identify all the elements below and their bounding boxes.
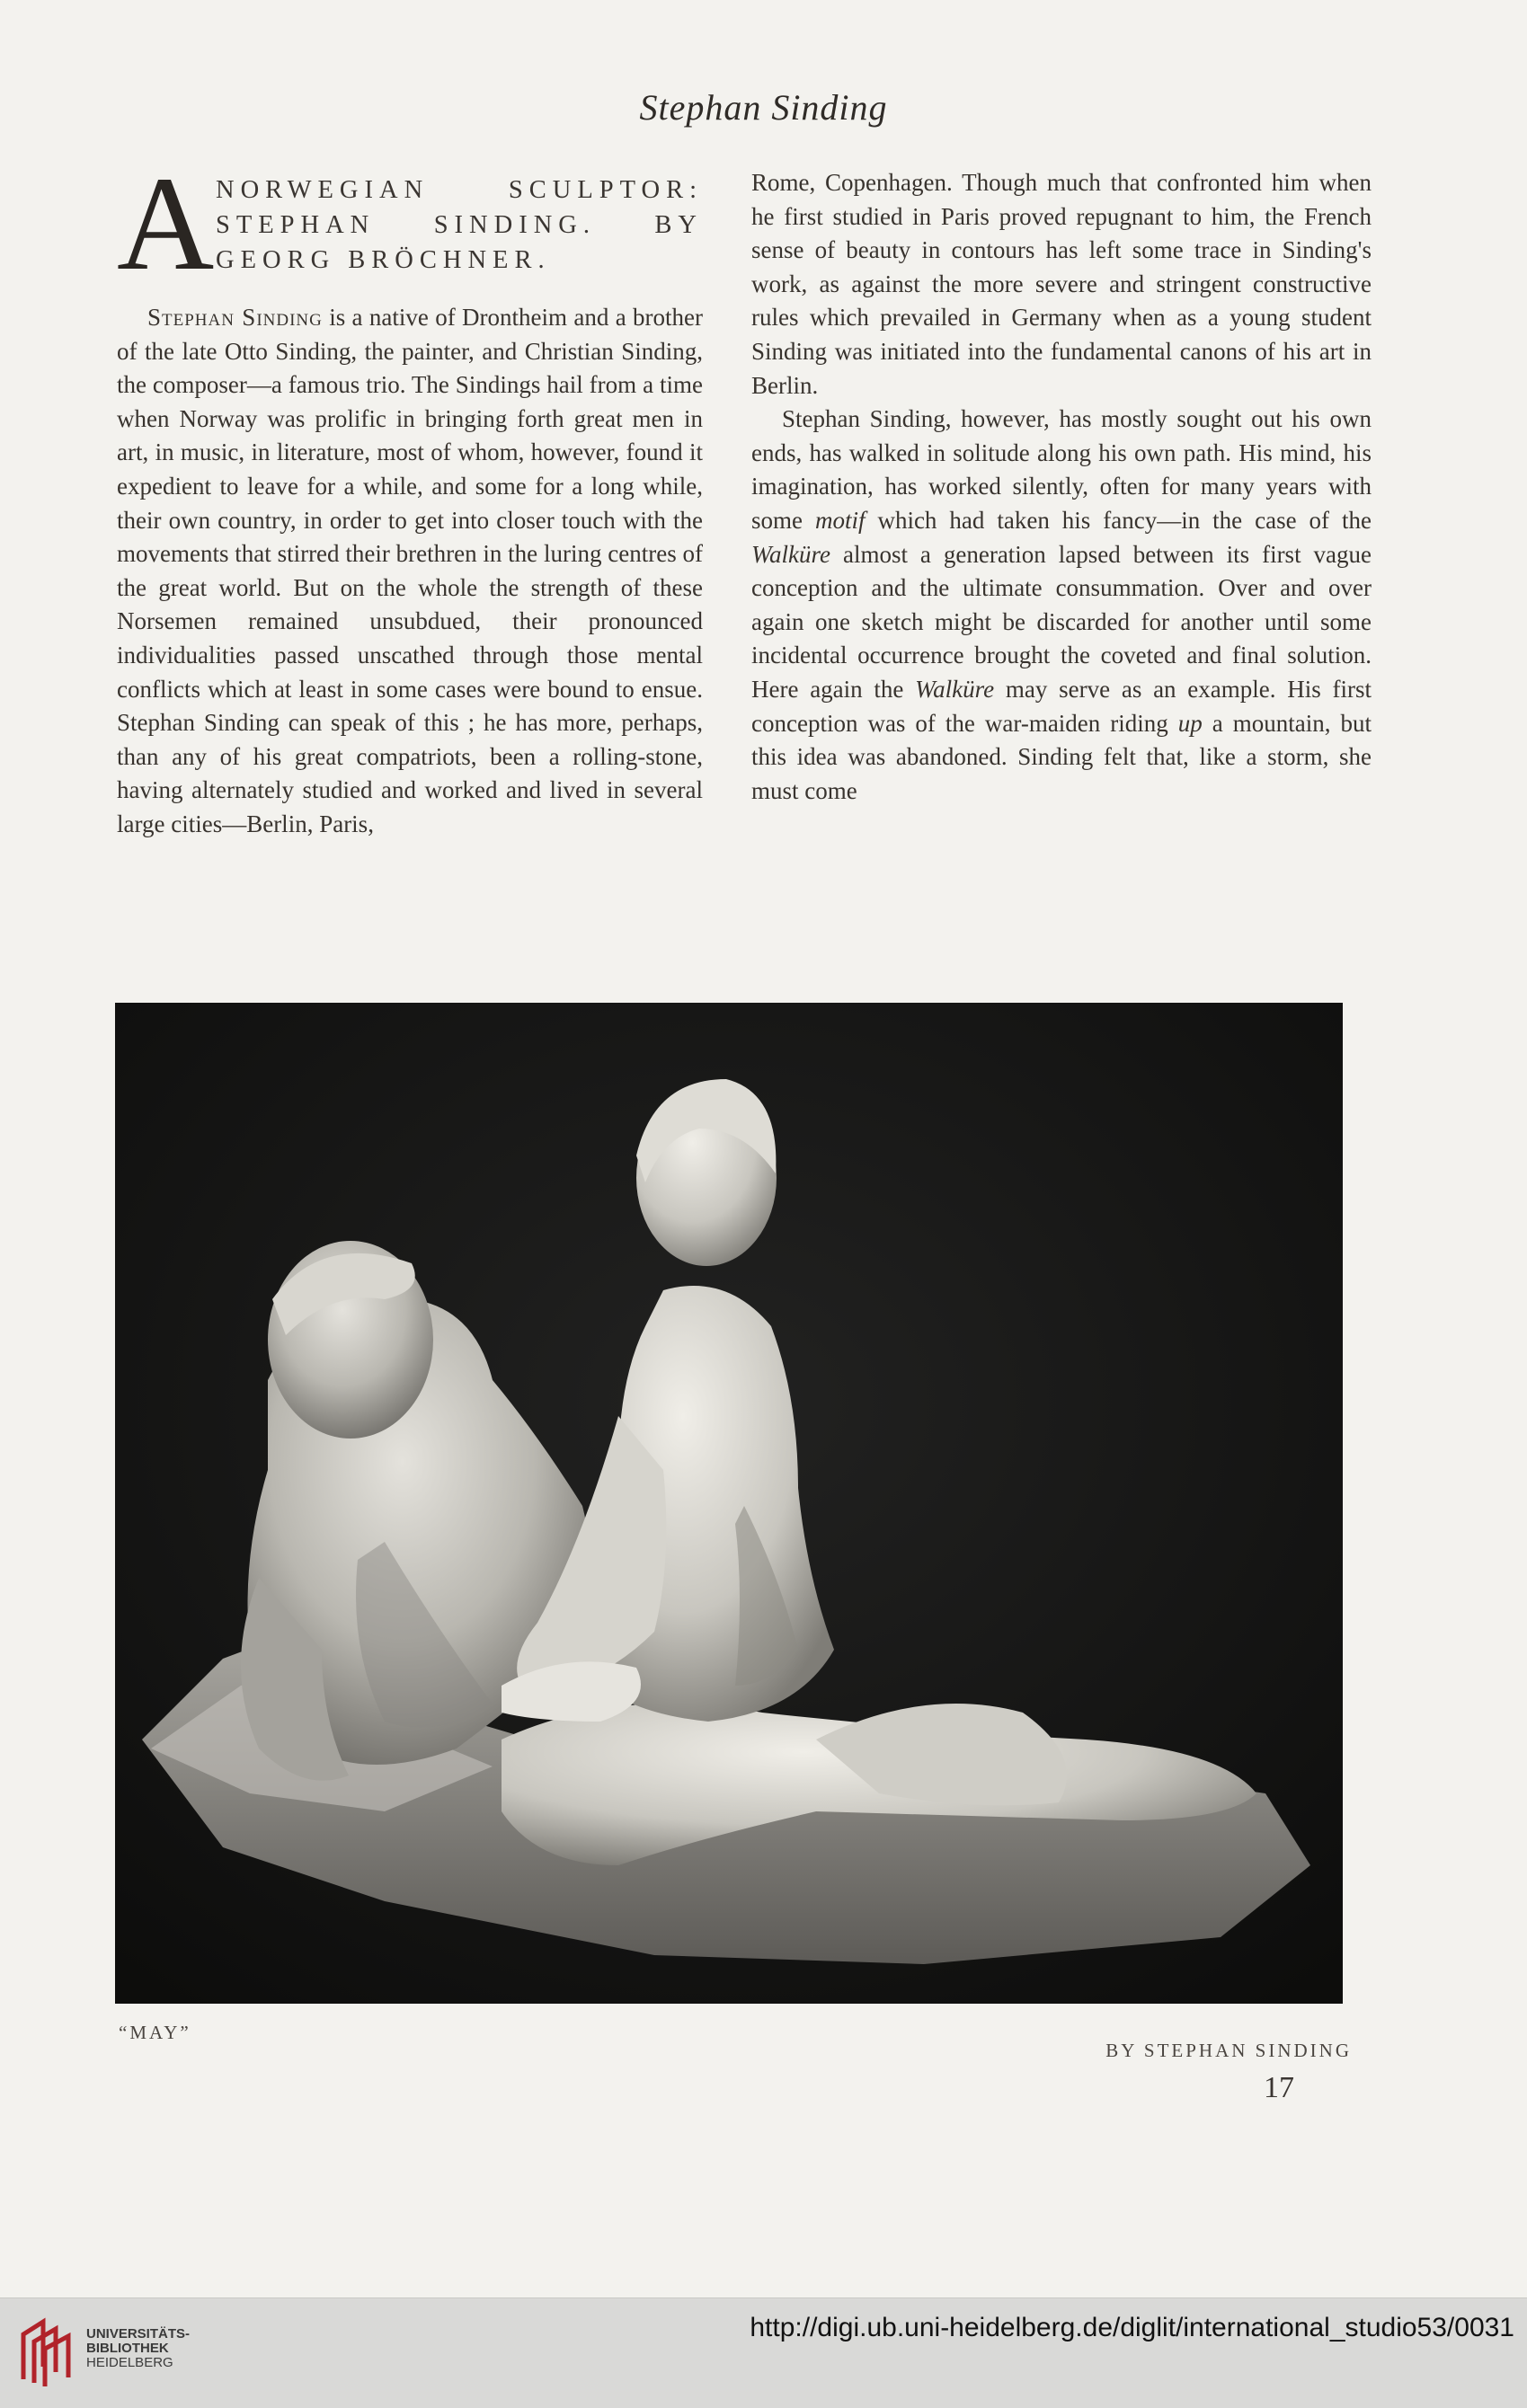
italic-run: up: [1177, 709, 1203, 737]
library-logo-icon: [16, 2316, 79, 2388]
italic-run: Walküre: [751, 540, 830, 568]
text-run: which had taken his fancy—in the case of the: [865, 506, 1372, 534]
paragraph: Rome, Copenhagen. Though much that confronted him when he first studied in Paris proved repugnant to him, the French sense of beauty in contours has left some trace in Sinding's work, as against the more severe and stringent constructive rules which prevailed in Germany when as a young student Sinding was initiated into the fundamental canons of his art in Berlin.: [751, 169, 1372, 399]
text-run: almost a generation lapsed between its first vague conception and the ultimate consummation. Over and over again one sketch might be discarded for another until some incidental occurrence brought the coveted and final solution. Here again the: [751, 540, 1372, 703]
text-run: Stephan Sinding, however, has mostly sought out his own ends, has walked in solitude along his own path. His mind, his imagination, has worked silently, often for many years with some: [751, 405, 1372, 534]
headline-line-1: NORWEGIAN SCULPTOR:: [216, 176, 703, 204]
sculpture-photograph: [115, 1003, 1343, 2004]
figure-caption-title: “MAY”: [119, 2022, 191, 2043]
article-headline: [117, 149, 703, 298]
paragraph: [751, 403, 1372, 808]
sculpture-illustration: [115, 1003, 1343, 2004]
running-head: Stephan Sinding: [639, 87, 888, 128]
headline-line-3: GEORG BRÖCHNER.: [216, 246, 551, 274]
italic-run: Walküre: [915, 675, 995, 703]
italic-run: motif: [814, 506, 866, 534]
paragraph-text: is a native of Drontheim and a brother of the late Otto Sinding, the painter, and Christian Sinding, the composer—a famous trio. The Sindings hail from a time when Norway was prolific in bringing forth great men in art, in music, in literature, most of whom, however, found it expedient to leave for a while, and some for a long while, their own country, in order to get into closer touch with the movements that stirred their brethren in the luring centres of the great world. But on the whole the strength of these Norsemen remained unsubdued, their pronounced individualities passed unscathed through those mental conflicts which at least in some cases were bound to ensue. Stephan Sinding can speak of this ; he has more, perhaps, than any of his great compatriots, been a rolling-stone, having alternately studied and worked and lived in several large cities—Berlin, Paris,: [117, 304, 703, 837]
right-column: [751, 166, 1372, 808]
page-number: 17: [1264, 2071, 1294, 2104]
left-column: [117, 149, 703, 842]
library-name-line-2: BIBLIOTHEK: [86, 2341, 169, 2356]
headline-line-2: STEPHAN SINDING. BY: [216, 211, 703, 239]
library-name: [86, 2327, 190, 2370]
library-name-line-3: HEIDELBERG: [86, 2355, 173, 2370]
drop-cap: A: [117, 149, 215, 298]
figure-caption-credit: BY STEPHAN SINDING: [1105, 2040, 1352, 2061]
source-url-link[interactable]: http://digi.ub.uni-heidelberg.de/diglit/international_studio53/0031: [750, 2313, 1514, 2342]
digitization-footer: [0, 2297, 1527, 2408]
paragraph: [117, 301, 703, 842]
text-run: may serve as an example. His first conception was of the war-maiden riding: [751, 675, 1372, 737]
lead-in: Stephan Sinding: [147, 304, 323, 331]
text-run: a mountain, but this idea was abandoned. Sinding felt that, like a storm, she must come: [751, 709, 1372, 804]
library-name-line-1: UNIVERSITÄTS-: [86, 2326, 191, 2342]
